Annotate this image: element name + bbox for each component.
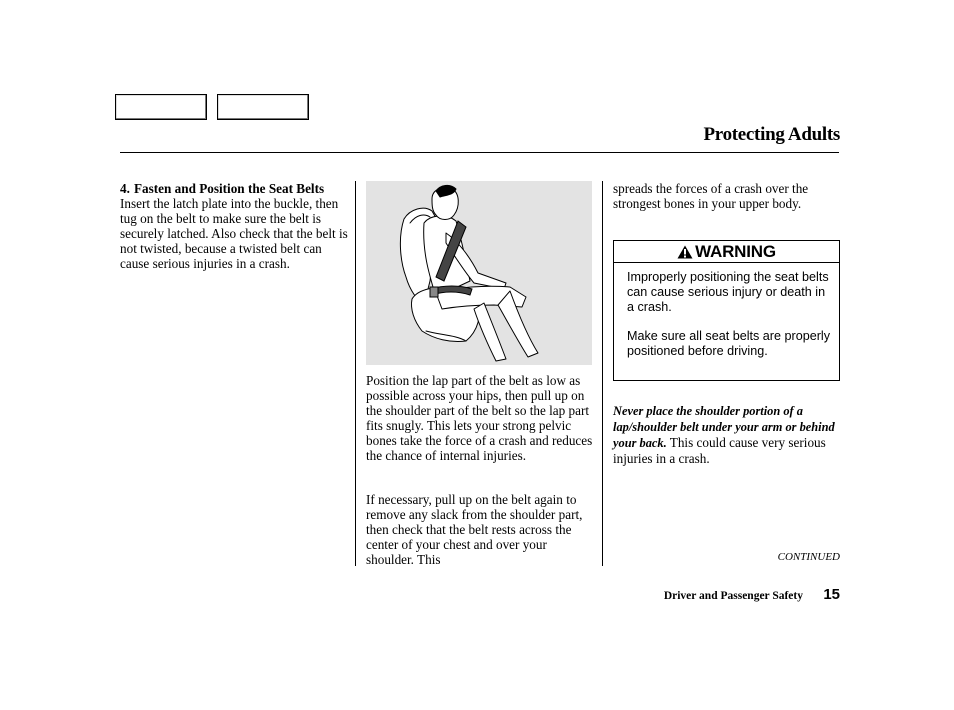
lap-belt-paragraph: Position the lap part of the belt as low as possible across your hips, then pull up on the shoulder part of the belt so the lap part fits snugly. This lets your strong pelvic bones take the force of a crash and reduces the chance of internal injuries.	[366, 373, 593, 463]
seat-belt-drawing	[366, 181, 592, 365]
warning-header	[614, 241, 839, 263]
column-one	[120, 181, 348, 271]
step-heading-text: Fasten and Position the Seat Belts	[134, 181, 325, 196]
step-paragraph: Insert the latch plate into the buckle, then tug on the belt to make sure the belt is securely latched. Also check that the belt is not twisted, because a twisted belt can cause serious injuries in a crash.	[120, 196, 348, 271]
nav-button-next[interactable]	[217, 94, 309, 120]
warning-triangle-icon	[677, 245, 693, 259]
caution-paragraph	[613, 403, 841, 466]
continued-label: CONTINUED	[777, 551, 840, 563]
nav-button-previous[interactable]	[115, 94, 207, 120]
shoulder-belt-paragraph: If necessary, pull up on the belt again to remove any slack from the shoulder part, then check that the belt rests across the center of your chest and over your shoulder. This	[366, 492, 583, 567]
step-heading	[120, 181, 348, 196]
seated-occupant-seat-belt-illustration	[366, 181, 592, 365]
warning-box	[613, 240, 840, 381]
column-divider-left	[355, 181, 356, 566]
column-divider-right	[602, 181, 603, 566]
continued-paragraph: spreads the forces of a crash over the strongest bones in your upper body.	[613, 181, 809, 211]
warning-text-1: Improperly positioning the seat belts can cause serious injury or death in a crash.	[627, 270, 829, 314]
caution-bold-text: Never place the shoulder portion of a lap/shoulder belt under your arm or behind your back.	[613, 404, 835, 450]
page-title: Protecting Adults	[703, 124, 840, 145]
warning-text-2: Make sure all seat belts are properly positioned before driving.	[627, 329, 830, 358]
step-number: 4.	[120, 181, 130, 196]
footer-section-title: Driver and Passenger Safety	[663, 590, 803, 602]
page-number: 15	[823, 586, 840, 603]
caution-rest-text: This could cause very serious injuries in a crash.	[613, 435, 826, 466]
header-divider	[120, 152, 839, 153]
warning-label: WARNING	[695, 241, 776, 261]
